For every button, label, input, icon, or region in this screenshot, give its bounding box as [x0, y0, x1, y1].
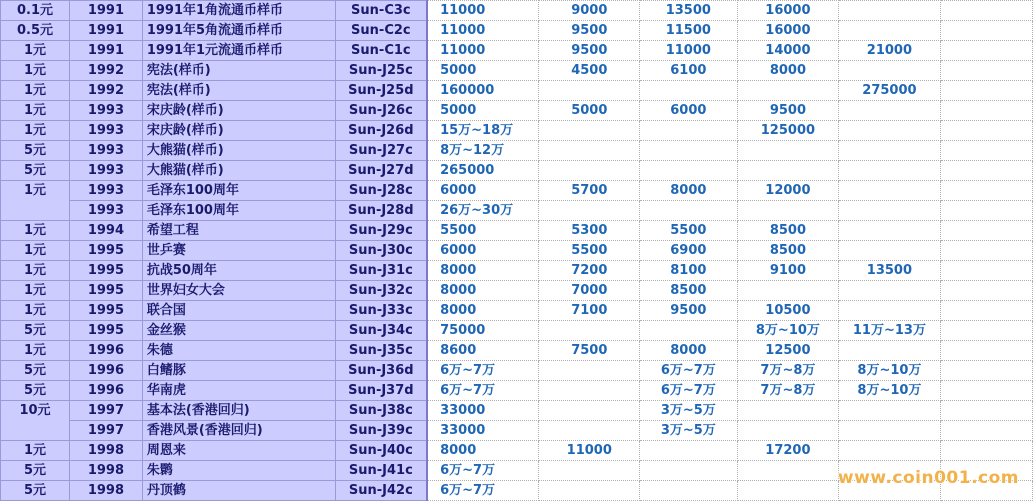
coin-name-cell: 宪法(样币)	[142, 81, 335, 101]
price-cell: 8000	[427, 261, 539, 281]
year-cell: 1994	[70, 221, 143, 241]
catalog-code-cell: Sun-J35c	[335, 341, 427, 361]
year-cell: 1995	[70, 281, 143, 301]
price-cell: 6万~7万	[427, 361, 539, 381]
coin-name-cell: 联合国	[142, 301, 335, 321]
price-cell	[940, 201, 1032, 221]
price-cell: 16000	[737, 21, 839, 41]
price-cell: 8500	[737, 221, 839, 241]
price-cell: 7100	[539, 301, 640, 321]
price-cell	[839, 201, 940, 221]
price-cell: 5000	[427, 61, 539, 81]
price-cell	[539, 401, 640, 421]
price-cell: 8000	[640, 341, 737, 361]
price-cell: 26万~30万	[427, 201, 539, 221]
price-cell	[940, 161, 1032, 181]
price-cell	[940, 61, 1032, 81]
price-cell	[839, 21, 940, 41]
price-cell	[940, 181, 1032, 201]
price-cell: 8500	[737, 241, 839, 261]
price-cell	[839, 161, 940, 181]
price-cell	[539, 121, 640, 141]
year-cell: 1995	[70, 261, 143, 281]
catalog-code-cell: Sun-J29c	[335, 221, 427, 241]
price-cell	[737, 201, 839, 221]
catalog-code-cell: Sun-J33c	[335, 301, 427, 321]
price-cell: 6100	[640, 61, 737, 81]
price-cell: 3万~5万	[640, 401, 737, 421]
coin-name-cell: 周恩来	[142, 441, 335, 461]
price-cell	[940, 281, 1032, 301]
price-cell	[737, 281, 839, 301]
coin-name-cell: 香港风景(香港回归)	[142, 421, 335, 441]
coin-name-cell: 大熊猫(样币)	[142, 161, 335, 181]
price-cell: 9000	[539, 1, 640, 21]
price-cell	[839, 421, 940, 441]
price-cell	[640, 201, 737, 221]
catalog-code-cell: Sun-J27c	[335, 141, 427, 161]
table-row	[1, 61, 1033, 81]
year-cell: 1997	[70, 401, 143, 421]
price-cell: 13500	[640, 1, 737, 21]
price-cell	[839, 181, 940, 201]
table-row	[1, 81, 1033, 101]
price-cell: 33000	[427, 421, 539, 441]
table-row	[1, 261, 1033, 281]
denomination-cell: 5元	[1, 461, 70, 481]
catalog-code-cell: Sun-J36d	[335, 361, 427, 381]
price-cell: 160000	[427, 81, 539, 101]
coin-name-cell: 宋庆龄(样币)	[142, 121, 335, 141]
denomination-cell: 1元	[1, 221, 70, 241]
price-cell: 8100	[640, 261, 737, 281]
table-row	[1, 301, 1033, 321]
denomination-cell	[1, 421, 70, 441]
price-cell: 12500	[737, 341, 839, 361]
price-cell: 6万~7万	[640, 361, 737, 381]
denomination-cell: 5元	[1, 361, 70, 381]
price-cell: 265000	[427, 161, 539, 181]
denomination-cell: 1元	[1, 441, 70, 461]
price-cell: 8600	[427, 341, 539, 361]
catalog-code-cell: Sun-J26d	[335, 121, 427, 141]
coin-name-cell: 华南虎	[142, 381, 335, 401]
price-cell: 11000	[640, 41, 737, 61]
year-cell: 1993	[70, 181, 143, 201]
price-cell: 14000	[737, 41, 839, 61]
denomination-cell: 1元	[1, 81, 70, 101]
year-cell: 1995	[70, 321, 143, 341]
price-cell	[940, 381, 1032, 401]
catalog-code-cell: Sun-J26c	[335, 101, 427, 121]
price-cell: 6000	[427, 241, 539, 261]
price-cell	[737, 161, 839, 181]
price-cell: 6000	[427, 181, 539, 201]
price-cell	[539, 321, 640, 341]
catalog-code-cell: Sun-J38c	[335, 401, 427, 421]
price-table-body	[1, 1, 1033, 501]
price-cell: 7万~8万	[737, 381, 839, 401]
price-cell	[539, 381, 640, 401]
catalog-code-cell: Sun-J32c	[335, 281, 427, 301]
price-cell: 11000	[427, 41, 539, 61]
table-row	[1, 121, 1033, 141]
price-cell: 8000	[737, 61, 839, 81]
price-cell: 8000	[640, 181, 737, 201]
catalog-code-cell: Sun-J31c	[335, 261, 427, 281]
price-cell	[640, 321, 737, 341]
denomination-cell: 1元	[1, 341, 70, 361]
coin-name-cell: 希望工程	[142, 221, 335, 241]
table-row	[1, 161, 1033, 181]
coin-name-cell: 大熊猫(样币)	[142, 141, 335, 161]
price-cell: 33000	[427, 401, 539, 421]
denomination-cell: 10元	[1, 401, 70, 421]
price-cell	[640, 81, 737, 101]
price-cell	[940, 121, 1032, 141]
denomination-cell: 1元	[1, 301, 70, 321]
price-cell	[640, 121, 737, 141]
denomination-cell: 0.5元	[1, 21, 70, 41]
catalog-code-cell: Sun-J30c	[335, 241, 427, 261]
price-cell	[539, 461, 640, 481]
price-cell	[539, 201, 640, 221]
price-cell: 9500	[539, 21, 640, 41]
price-cell: 16000	[737, 1, 839, 21]
table-row	[1, 201, 1033, 221]
price-cell	[539, 81, 640, 101]
table-row	[1, 421, 1033, 441]
price-cell	[839, 401, 940, 421]
table-row	[1, 1, 1033, 21]
table-row	[1, 441, 1033, 461]
price-cell	[640, 141, 737, 161]
coin-name-cell: 白鳍豚	[142, 361, 335, 381]
price-cell: 5700	[539, 181, 640, 201]
table-row	[1, 401, 1033, 421]
price-cell	[539, 421, 640, 441]
denomination-cell: 1元	[1, 181, 70, 201]
year-cell: 1993	[70, 141, 143, 161]
price-cell: 8万~12万	[427, 141, 539, 161]
coin-name-cell: 毛泽东100周年	[142, 201, 335, 221]
price-cell: 7200	[539, 261, 640, 281]
year-cell: 1997	[70, 421, 143, 441]
price-cell	[940, 301, 1032, 321]
price-cell: 3万~5万	[640, 421, 737, 441]
catalog-code-cell: Sun-J37d	[335, 381, 427, 401]
coin-name-cell: 金丝猴	[142, 321, 335, 341]
price-cell	[737, 461, 839, 481]
price-cell: 10500	[737, 301, 839, 321]
coin-name-cell: 毛泽东100周年	[142, 181, 335, 201]
price-cell	[737, 421, 839, 441]
table-row	[1, 181, 1033, 201]
price-cell: 6万~7万	[427, 381, 539, 401]
price-cell: 6万~7万	[427, 461, 539, 481]
year-cell: 1991	[70, 1, 143, 21]
price-cell: 11万~13万	[839, 321, 940, 341]
price-cell: 8000	[427, 301, 539, 321]
table-row	[1, 381, 1033, 401]
price-cell: 17200	[737, 441, 839, 461]
price-cell: 125000	[737, 121, 839, 141]
price-cell: 6000	[640, 101, 737, 121]
price-cell	[940, 321, 1032, 341]
denomination-cell: 1元	[1, 241, 70, 261]
price-cell: 9500	[539, 41, 640, 61]
price-cell: 8万~10万	[839, 381, 940, 401]
price-cell: 8000	[427, 441, 539, 461]
price-cell	[640, 461, 737, 481]
price-cell	[940, 421, 1032, 441]
price-cell: 275000	[839, 81, 940, 101]
price-cell: 11000	[539, 441, 640, 461]
price-cell	[940, 441, 1032, 461]
price-cell	[940, 141, 1032, 161]
catalog-code-cell: Sun-J25c	[335, 61, 427, 81]
coin-name-cell: 1991年5角流通币样币	[142, 21, 335, 41]
price-cell: 7000	[539, 281, 640, 301]
denomination-cell: 1元	[1, 41, 70, 61]
price-cell: 6万~7万	[640, 381, 737, 401]
price-cell	[839, 221, 940, 241]
catalog-code-cell: Sun-J28c	[335, 181, 427, 201]
price-cell	[839, 141, 940, 161]
catalog-code-cell: Sun-C3c	[335, 1, 427, 21]
price-cell	[539, 161, 640, 181]
price-cell	[640, 481, 737, 501]
catalog-code-cell: Sun-J40c	[335, 441, 427, 461]
catalog-code-cell: Sun-C1c	[335, 41, 427, 61]
table-row	[1, 321, 1033, 341]
year-cell: 1993	[70, 201, 143, 221]
price-cell: 8万~10万	[737, 321, 839, 341]
table-row	[1, 341, 1033, 361]
catalog-code-cell: Sun-J42c	[335, 481, 427, 501]
price-cell: 4500	[539, 61, 640, 81]
price-cell	[940, 101, 1032, 121]
year-cell: 1996	[70, 381, 143, 401]
price-cell	[839, 301, 940, 321]
year-cell: 1998	[70, 461, 143, 481]
denomination-cell: 1元	[1, 261, 70, 281]
year-cell: 1991	[70, 21, 143, 41]
price-cell: 5500	[539, 241, 640, 261]
year-cell: 1993	[70, 101, 143, 121]
price-cell	[640, 161, 737, 181]
price-cell: 5000	[539, 101, 640, 121]
price-cell: 9500	[640, 301, 737, 321]
price-cell: 75000	[427, 321, 539, 341]
coin-name-cell: 基本法(香港回归)	[142, 401, 335, 421]
coin-name-cell: 朱德	[142, 341, 335, 361]
price-cell	[839, 61, 940, 81]
year-cell: 1993	[70, 161, 143, 181]
denomination-cell: 1元	[1, 101, 70, 121]
denomination-cell: 1元	[1, 61, 70, 81]
denomination-cell: 1元	[1, 121, 70, 141]
table-row	[1, 361, 1033, 381]
price-cell	[737, 481, 839, 501]
price-cell	[839, 121, 940, 141]
price-cell: 11000	[427, 21, 539, 41]
denomination-cell: 1元	[1, 281, 70, 301]
year-cell: 1993	[70, 121, 143, 141]
denomination-cell: 5元	[1, 321, 70, 341]
table-row	[1, 101, 1033, 121]
catalog-code-cell: Sun-J28d	[335, 201, 427, 221]
table-row	[1, 41, 1033, 61]
price-cell	[737, 141, 839, 161]
year-cell: 1995	[70, 241, 143, 261]
price-cell	[940, 401, 1032, 421]
denomination-cell	[1, 201, 70, 221]
price-cell: 5300	[539, 221, 640, 241]
year-cell: 1991	[70, 41, 143, 61]
price-cell: 13500	[839, 261, 940, 281]
price-cell	[940, 41, 1032, 61]
price-cell	[839, 101, 940, 121]
price-cell	[940, 1, 1032, 21]
coin-name-cell: 宪法(样币)	[142, 61, 335, 81]
price-cell: 7500	[539, 341, 640, 361]
catalog-code-cell: Sun-C2c	[335, 21, 427, 41]
year-cell: 1996	[70, 341, 143, 361]
price-cell	[940, 241, 1032, 261]
price-cell: 5500	[640, 221, 737, 241]
catalog-code-cell: Sun-J39c	[335, 421, 427, 441]
catalog-code-cell: Sun-J34c	[335, 321, 427, 341]
denomination-cell: 5元	[1, 141, 70, 161]
price-cell	[737, 401, 839, 421]
price-cell	[940, 81, 1032, 101]
price-cell	[539, 481, 640, 501]
price-cell	[839, 241, 940, 261]
coin-name-cell: 宋庆龄(样币)	[142, 101, 335, 121]
price-cell: 15万~18万	[427, 121, 539, 141]
year-cell: 1998	[70, 441, 143, 461]
site-watermark: www.coin001.com	[837, 468, 1019, 488]
table-row	[1, 141, 1033, 161]
price-cell: 8000	[427, 281, 539, 301]
table-row	[1, 21, 1033, 41]
table-row	[1, 241, 1033, 261]
denomination-cell: 5元	[1, 161, 70, 181]
price-cell	[839, 441, 940, 461]
price-cell	[640, 441, 737, 461]
price-cell: 8500	[640, 281, 737, 301]
price-cell	[839, 341, 940, 361]
price-cell: 5000	[427, 101, 539, 121]
price-cell: 21000	[839, 41, 940, 61]
table-row	[1, 281, 1033, 301]
coin-name-cell: 朱鹮	[142, 461, 335, 481]
price-cell	[940, 261, 1032, 281]
price-cell: 5500	[427, 221, 539, 241]
price-cell	[940, 361, 1032, 381]
year-cell: 1992	[70, 81, 143, 101]
price-cell: 6万~7万	[427, 481, 539, 501]
price-cell	[940, 221, 1032, 241]
table-row	[1, 221, 1033, 241]
coin-name-cell: 1991年1元流通币样币	[142, 41, 335, 61]
price-cell: 9100	[737, 261, 839, 281]
denomination-cell: 5元	[1, 481, 70, 501]
coin-name-cell: 世界妇女大会	[142, 281, 335, 301]
year-cell: 1995	[70, 301, 143, 321]
year-cell: 1996	[70, 361, 143, 381]
price-cell	[839, 281, 940, 301]
price-cell: 7万~8万	[737, 361, 839, 381]
coin-name-cell: 1991年1角流通币样币	[142, 1, 335, 21]
price-cell	[737, 81, 839, 101]
price-cell: 11000	[427, 1, 539, 21]
denomination-cell: 0.1元	[1, 1, 70, 21]
price-cell	[539, 361, 640, 381]
price-cell: 6900	[640, 241, 737, 261]
price-cell	[839, 1, 940, 21]
price-cell: 12000	[737, 181, 839, 201]
price-cell	[940, 341, 1032, 361]
coin-name-cell: 丹顶鹤	[142, 481, 335, 501]
price-cell: 9500	[737, 101, 839, 121]
coin-name-cell: 抗战50周年	[142, 261, 335, 281]
price-cell	[940, 21, 1032, 41]
catalog-code-cell: Sun-J41c	[335, 461, 427, 481]
year-cell: 1992	[70, 61, 143, 81]
year-cell: 1998	[70, 481, 143, 501]
catalog-code-cell: Sun-J27d	[335, 161, 427, 181]
price-cell: 11500	[640, 21, 737, 41]
price-cell: 8万~10万	[839, 361, 940, 381]
coin-name-cell: 世乒赛	[142, 241, 335, 261]
denomination-cell: 5元	[1, 381, 70, 401]
price-cell	[539, 141, 640, 161]
catalog-code-cell: Sun-J25d	[335, 81, 427, 101]
